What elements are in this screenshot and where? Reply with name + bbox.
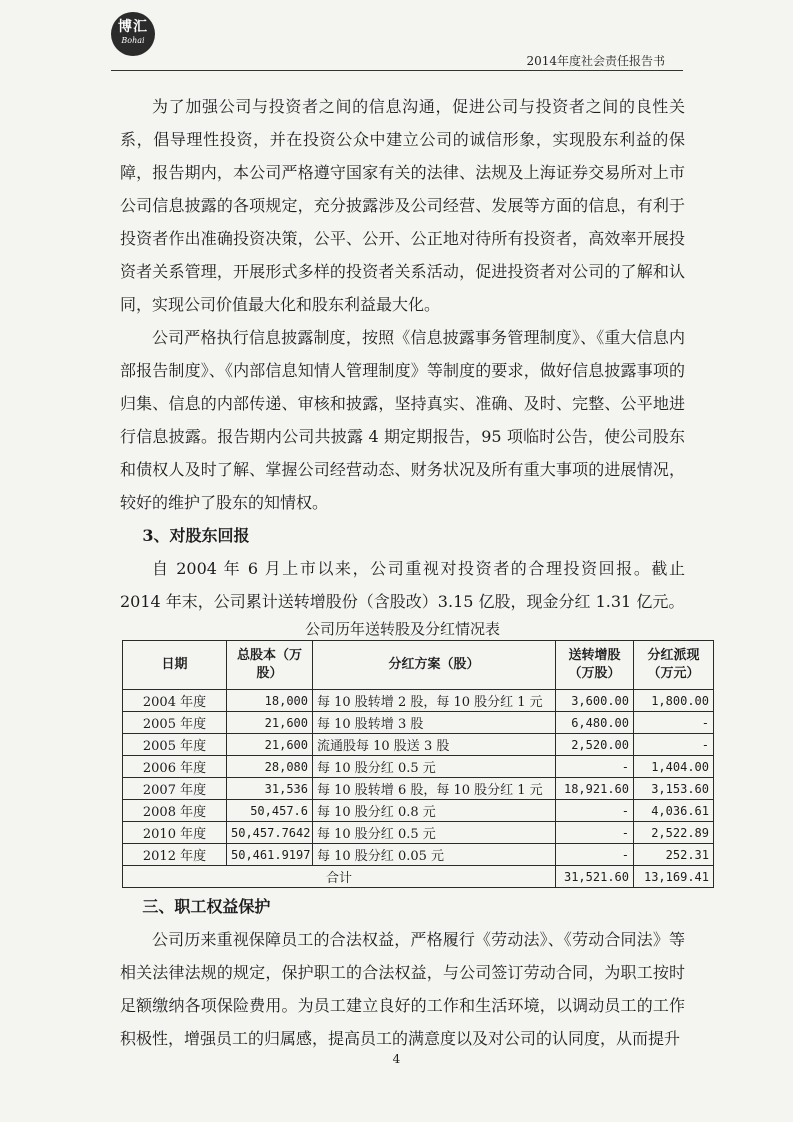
cell-bonus-shares: 2,520.00: [556, 734, 634, 756]
page-number: 4: [392, 1052, 401, 1066]
cell-date: 2005 年度: [123, 734, 227, 756]
table-row: [123, 712, 714, 734]
cell-shares: 21,600: [227, 734, 313, 756]
page-body: [120, 90, 709, 1055]
cell-plan: 每 10 股分红 0.05 元: [313, 844, 556, 866]
logo-text-cn: 博汇: [118, 19, 148, 35]
cell-total-cash: 13,169.41: [634, 866, 714, 888]
cell-bonus-shares: 3,600.00: [556, 690, 634, 712]
table-row: [123, 844, 714, 866]
header-date: 日期: [123, 641, 227, 690]
cell-date: 2004 年度: [123, 690, 227, 712]
cell-plan: 每 10 股分红 0.8 元: [313, 800, 556, 822]
table-row: [123, 734, 714, 756]
cell-cash: 2,522.89: [634, 822, 714, 844]
company-logo: [111, 12, 155, 56]
cell-plan: 每 10 股分红 0.5 元: [313, 822, 556, 844]
header-cash: 分红派现（万元）: [634, 641, 714, 690]
table-row: [123, 690, 714, 712]
paragraph-employee-rights: 公司历来重视保障员工的合法权益，严格履行《劳动法》、《劳动合同法》等相关法律法规的规定，保护职工的合法权益，与公司签订劳动合同，为职工按时足额缴纳各项保险费用。为员工建立良好的工作和生活环境，以调动员工的工作积极性，增强员工的归属感，提高员工的满意度以及对公司的认同度，从而提升: [120, 930, 685, 1048]
cell-bonus-shares: -: [556, 844, 634, 866]
logo-text-en: Bohai: [121, 36, 145, 45]
table-row: [123, 756, 714, 778]
cell-date: 2012 年度: [123, 844, 227, 866]
report-header-title: 2014年度社会责任报告书: [526, 54, 665, 68]
cell-shares: 31,536: [227, 778, 313, 800]
cell-plan: 每 10 股分红 0.5 元: [313, 756, 556, 778]
dividend-table: [122, 640, 714, 888]
section-heading-shareholder-return: 3、对股东回报: [142, 526, 250, 545]
cell-bonus-shares: 6,480.00: [556, 712, 634, 734]
cell-cash: -: [634, 734, 714, 756]
cell-cash: 1,800.00: [634, 690, 714, 712]
cell-bonus-shares: -: [556, 756, 634, 778]
cell-cash: 4,036.61: [634, 800, 714, 822]
cell-shares: 50,457.7642: [227, 822, 313, 844]
header-shares: 总股本（万股）: [227, 641, 313, 690]
cell-date: 2010 年度: [123, 822, 227, 844]
table-row: [123, 778, 714, 800]
cell-date: 2007 年度: [123, 778, 227, 800]
cell-shares: 21,600: [227, 712, 313, 734]
table-header-row: [123, 641, 714, 690]
header-bonus-shares: 送转增股（万股）: [556, 641, 634, 690]
cell-cash: 252.31: [634, 844, 714, 866]
cell-total-label: 合计: [123, 866, 556, 888]
cell-plan: 每 10 股转增 3 股: [313, 712, 556, 734]
table-row: [123, 800, 714, 822]
cell-bonus-shares: -: [556, 800, 634, 822]
cell-plan: 流通股每 10 股送 3 股: [313, 734, 556, 756]
paragraph-investor-relations: 为了加强公司与投资者之间的信息沟通，促进公司与投资者之间的良性关系，倡导理性投资，并在投资公众中建立公司的诚信形象，实现股东利益的保障，报告期内，本公司严格遵守国家有关的法律、法规及上海证券交易所对上市公司信息披露的各项规定，充分披露涉及公司经营、发展等方面的信息，有利于投资者作出准确投资决策，公平、公开、公正地对待所有投资者，高效率开展投资者关系管理，开展形式多样的投资者关系活动，促进投资者对公司的了解和认同，实现公司价值最大化和股东利益最大化。: [120, 97, 685, 314]
cell-total-bonus-shares: 31,521.60: [556, 866, 634, 888]
paragraph-return-summary: 自 2004 年 6 月上市以来，公司重视对投资者的合理投资回报。截止 2014 年末，公司累计送转增股份（含股改）3.15 亿股，现金分红 1.31 亿元。: [120, 559, 685, 611]
cell-plan: 每 10 股转增 6 股，每 10 股分红 1 元: [313, 778, 556, 800]
cell-cash: 3,153.60: [634, 778, 714, 800]
table-row: [123, 822, 714, 844]
cell-date: 2006 年度: [123, 756, 227, 778]
table-caption: 公司历年送转股及分红情况表: [304, 620, 500, 638]
cell-shares: 28,080: [227, 756, 313, 778]
cell-cash: -: [634, 712, 714, 734]
cell-cash: 1,404.00: [634, 756, 714, 778]
cell-bonus-shares: -: [556, 822, 634, 844]
header-plan: 分红方案（股）: [313, 641, 556, 690]
cell-date: 2005 年度: [123, 712, 227, 734]
cell-shares: 18,000: [227, 690, 313, 712]
paragraph-disclosure: 公司严格执行信息披露制度，按照《信息披露事务管理制度》、《重大信息内部报告制度》、《内部信息知情人管理制度》等制度的要求，做好信息披露事项的归集、信息的内部传递、审核和披露，坚持真实、准确、及时、完整、公平地进行信息披露。报告期内公司共披露 4 期定期报告，95 项临时公告，使公司股东和债权人及时了解、掌握公司经营动态、财务状况及所有重大事项的进展情况，较好的维护了股东的知情权。: [120, 328, 685, 512]
section-heading-employee-rights: 三、职工权益保护: [142, 897, 271, 916]
cell-bonus-shares: 18,921.60: [556, 778, 634, 800]
cell-date: 2008 年度: [123, 800, 227, 822]
cell-shares: 50,461.9197: [227, 844, 313, 866]
cell-shares: 50,457.6: [227, 800, 313, 822]
cell-plan: 每 10 股转增 2 股，每 10 股分红 1 元: [313, 690, 556, 712]
header-divider: [111, 70, 683, 71]
table-total-row: [123, 866, 714, 888]
